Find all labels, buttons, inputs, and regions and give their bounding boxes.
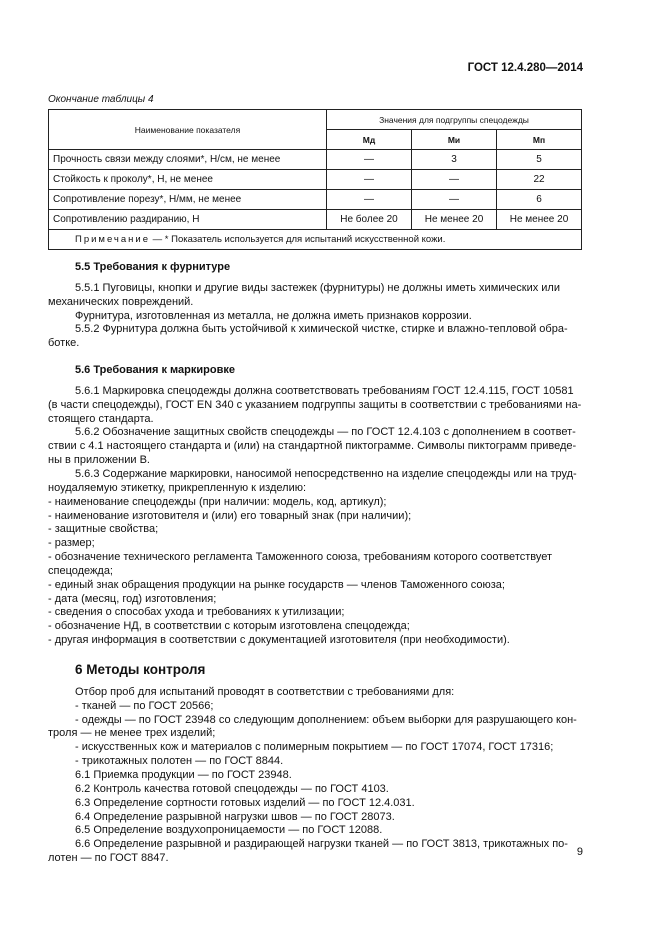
cell-mp: 6 bbox=[497, 190, 582, 210]
paragraph-line: 5.5.2 Фурнитура должна быть устойчивой к химической чистке, стирке и влажно-тепловой обра- bbox=[75, 323, 568, 336]
list-item: троля — не менее трех изделий; bbox=[48, 727, 216, 740]
cell-md: — bbox=[327, 170, 412, 190]
section-title: 5.6 Требования к маркировке bbox=[75, 364, 235, 377]
note-text: — * Показатель используется для испытаний искусственной кожи. bbox=[150, 234, 446, 245]
table-row bbox=[49, 210, 582, 230]
paragraph-line: (в части спецодежды), ГОСТ EN 340 с указанием подгруппы защиты в соответствии с требованиями на- bbox=[48, 398, 582, 411]
paragraph-line: ствии с 4.1 настоящего стандарта и (или) на стандартной пиктограмме. Символы пиктограмм приведе- bbox=[48, 440, 577, 453]
cell-md: — bbox=[327, 150, 412, 170]
list-item: - единый знак обращения продукции на рынке государств — членов Таможенного союза; bbox=[48, 578, 505, 591]
cell-mp: 5 bbox=[497, 150, 582, 170]
standard-header: ГОСТ 12.4.280—2014 bbox=[467, 62, 583, 74]
document-body bbox=[48, 261, 582, 866]
list-item: - наименование спецодежды (при наличии: модель, код, артикул); bbox=[48, 495, 387, 508]
paragraph-line: 5.6.3 Содержание маркировки, наносимой непосредственно на изделие спецодежды или на труд- bbox=[75, 467, 577, 480]
list-item: - другая информация в соответствии с документацией изготовителя (при необходимости). bbox=[48, 634, 510, 647]
paragraph-line: 6.5 Определение воздухопроницаемости — по ГОСТ 12088. bbox=[75, 824, 383, 837]
section-title: 6 Методы контроля bbox=[75, 661, 206, 677]
cell-md: Не более 20 bbox=[327, 210, 412, 230]
paragraph-line: 5.5.1 Пуговицы, кнопки и другие виды застежек (фурнитуры) не должны иметь химических или bbox=[75, 281, 560, 294]
list-item: - одежды — по ГОСТ 23948 со следующим дополнением: объем выборки для разрушающего кон- bbox=[75, 713, 577, 726]
page-number: 9 bbox=[576, 846, 583, 858]
column-header-mp: Мп bbox=[497, 130, 582, 150]
table-caption: Окончание таблицы 4 bbox=[48, 94, 154, 105]
paragraph-line: 6.3 Определение сортности готовых изделий — по ГОСТ 12.4.031. bbox=[75, 796, 415, 809]
paragraph-line: 5.6.1 Маркировка спецодежды должна соответствовать требованиям ГОСТ 12.4.115, ГОСТ 10581 bbox=[75, 384, 574, 397]
cell-mi: Не менее 20 bbox=[412, 210, 497, 230]
cell-mp: 22 bbox=[497, 170, 582, 190]
table-note-row bbox=[49, 230, 582, 250]
list-item: - обозначение технического регламента Таможенного союза, требованиям которого соответствует bbox=[48, 551, 553, 564]
column-header-md: Мд bbox=[327, 130, 412, 150]
paragraph-line: Фурнитура, изготовленная из металла, не должна иметь признаков коррозии. bbox=[75, 309, 472, 322]
paragraph-line: стоящего стандарта. bbox=[48, 412, 154, 425]
cell-mi: 3 bbox=[412, 150, 497, 170]
list-item: - сведения о способах ухода и требованиях к утилизации; bbox=[48, 606, 345, 619]
paragraph-line: Отбор проб для испытаний проводят в соответствии с требованиями для: bbox=[75, 685, 455, 698]
table-note bbox=[49, 230, 582, 250]
paragraph-line: ноудаляемую этикетку, прикрепленную к изделию: bbox=[48, 481, 307, 494]
table-header-row bbox=[49, 110, 582, 130]
row-name: Прочность связи между слоями*, Н/см, не менее bbox=[49, 150, 327, 170]
row-name: Стойкость к проколу*, Н, не менее bbox=[49, 170, 327, 190]
list-item: спецодежда; bbox=[48, 564, 113, 577]
section-title: 5.5 Требования к фурнитуре bbox=[75, 261, 231, 273]
row-name: Сопротивление порезу*, Н/мм, не менее bbox=[49, 190, 327, 210]
table-4 bbox=[48, 109, 582, 250]
row-name: Сопротивлению раздиранию, Н bbox=[49, 210, 327, 230]
cell-mi: — bbox=[412, 190, 497, 210]
column-header-group: Значения для подгруппы спецодежды bbox=[327, 110, 582, 130]
cell-mp: Не менее 20 bbox=[497, 210, 582, 230]
paragraph-line: 5.6.2 Обозначение защитных свойств спецодежды — по ГОСТ 12.4.103 с дополнением в соответ- bbox=[75, 426, 576, 439]
list-item: - искусственных кож и материалов с полимерным покрытием — по ГОСТ 17074, ГОСТ 17316; bbox=[75, 741, 554, 754]
list-item: - трикотажных полотен — по ГОСТ 8844. bbox=[75, 755, 284, 768]
list-item: - тканей — по ГОСТ 20566; bbox=[75, 699, 214, 712]
table-row bbox=[49, 170, 582, 190]
paragraph-line: 6.2 Контроль качества готовой спецодежды — по ГОСТ 4103. bbox=[75, 782, 389, 795]
paragraph-line: ботке. bbox=[48, 337, 80, 350]
paragraph-line: механических повреждений. bbox=[48, 295, 194, 308]
paragraph-line: 6.1 Приемка продукции — по ГОСТ 23948. bbox=[75, 769, 292, 781]
paragraph-line: лотен — по ГОСТ 8847. bbox=[48, 852, 169, 865]
list-item: - обозначение НД, в соответствии с которым изготовлена спецодежда; bbox=[48, 620, 410, 633]
column-header-name: Наименование показателя bbox=[49, 110, 327, 150]
list-item: - защитные свойства; bbox=[48, 523, 159, 536]
paragraph-line: 6.4 Определение разрывной нагрузки швов — по ГОСТ 28073. bbox=[75, 810, 395, 823]
list-item: - дата (месяц, год) изготовления; bbox=[48, 592, 217, 605]
table-row bbox=[49, 150, 582, 170]
cell-mi: — bbox=[412, 170, 497, 190]
paragraph-line: 6.6 Определение разрывной и раздирающей нагрузки тканей — по ГОСТ 3813, трикотажных по- bbox=[75, 838, 568, 851]
paragraph-line: ны в приложении В. bbox=[48, 454, 150, 467]
list-item: - размер; bbox=[48, 537, 95, 550]
note-label: Примечание bbox=[75, 234, 150, 245]
table-row bbox=[49, 190, 582, 210]
column-header-mi: Ми bbox=[412, 130, 497, 150]
cell-md: — bbox=[327, 190, 412, 210]
list-item: - наименование изготовителя и (или) его товарный знак (при наличии); bbox=[48, 509, 412, 522]
